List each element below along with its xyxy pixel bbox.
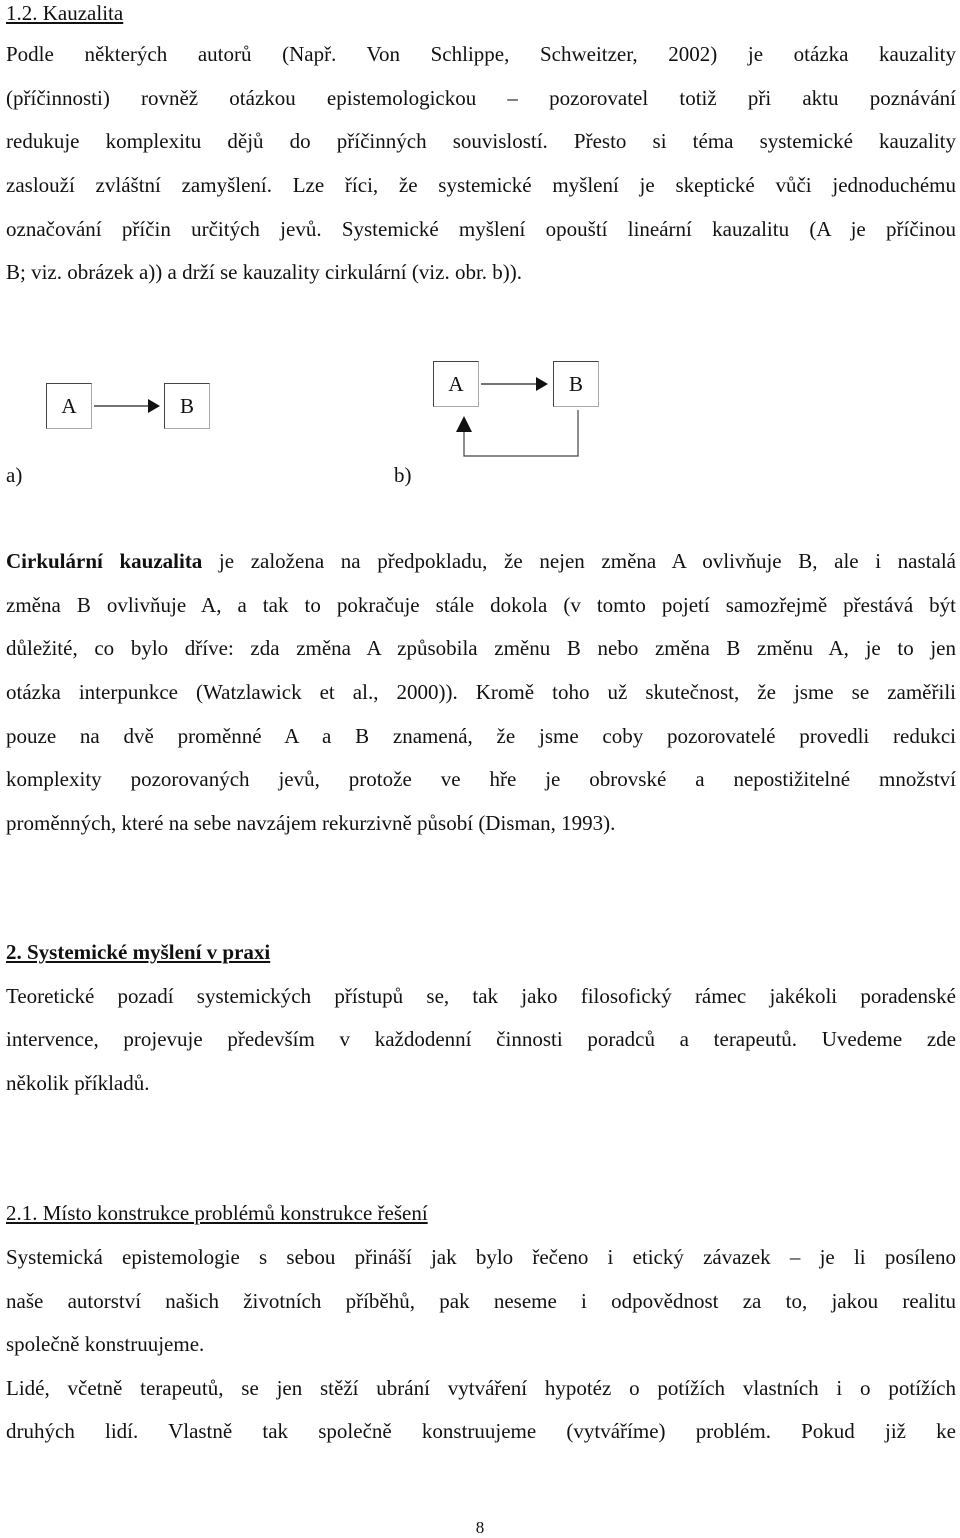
paragraph-line: označování příčin určitých jevů. Systemické myšlení opouští lineární kauzalitu (A je příčinou [6, 217, 956, 241]
section-heading-kauzalita: 1.2. Kauzalita [6, 1, 124, 25]
paragraph-line: Lidé, včetně terapeutů, se jen stěží ubrání vytváření hypotéz o potížích vlastních i o potížích [6, 1376, 956, 1400]
paragraph-line: důležité, co bylo dříve: zda změna A způsobila změnu B nebo změna B změnu A, je to jen [6, 636, 956, 660]
page-number: 8 [475, 1518, 485, 1537]
paragraph-line: společně konstruujeme. [6, 1332, 205, 1356]
paragraph-line: proměnných, které na sebe navzájem rekurzivně působí (Disman, 1993). [6, 811, 616, 835]
paragraph-line-rest: je založena na předpokladu, že nejen změna A ovlivňuje B, ale i nastalá [202, 549, 956, 573]
circular-arrow-return-head [456, 416, 472, 432]
section-heading-solution-construction: 2.1. Místo konstrukce problémů konstrukce řešení [6, 1201, 428, 1225]
paragraph-line [6, 548, 956, 574]
paragraph-line: několik příkladů. [6, 1071, 150, 1095]
diagram-label-a: a) [6, 463, 23, 487]
paragraph-line: změna B ovlivňuje A, a tak to pokračuje stále dokola (v tomto pojetí samozřejmě přestává být [6, 593, 956, 617]
diagram-a-box-b: B [164, 383, 210, 429]
section-heading-systemic-practice: 2. Systemické myšlení v praxi [6, 940, 271, 964]
paragraph-line: Teoretické pozadí systemických přístupů se, tak jako filosofický rámec jakékoli poradenské [6, 984, 956, 1008]
circular-arrow-top-head [536, 377, 548, 391]
diagram-label-b: b) [394, 463, 412, 487]
diagram-a-box-a: A [46, 383, 92, 429]
diagram-b-box-b: B [553, 361, 599, 407]
paragraph-line: zaslouží zvláštní zamyšlení. Lze říci, že systemické myšlení je skeptické vůči jednoduchému [6, 173, 956, 197]
paragraph-line: komplexity pozorovaných jevů, protože ve hře je obrovské a nepostižitelné množství [6, 767, 956, 791]
paragraph-line: Systemická epistemologie s sebou přináší jak bylo řečeno i etický závazek – je li posíleno [6, 1245, 956, 1269]
circular-arrow-return-line [464, 410, 578, 456]
paragraph-line: intervence, projevuje především v každodenní činnosti poradců a terapeutů. Uvedeme zde [6, 1027, 956, 1051]
paragraph-line: druhých lidí. Vlastně tak společně konstruujeme (vytváříme) problém. Pokud již ke [6, 1419, 956, 1443]
paragraph-line: otázka interpunkce (Watzlawick et al., 2000)). Kromě toho už skutečnost, že jsme se zaměřili [6, 680, 956, 704]
paragraph-line: naše autorství našich životních příběhů, pak neseme i odpovědnost za to, jakou realitu [6, 1289, 956, 1313]
linear-arrow-head [148, 399, 160, 413]
term-circular-causality: Cirkulární kauzalita [6, 549, 203, 573]
paragraph-line: Podle některých autorů (Např. Von Schlippe, Schweitzer, 2002) je otázka kauzality [6, 42, 956, 66]
diagram-b-box-a: A [433, 361, 479, 407]
paragraph-line: B; viz. obrázek a)) a drží se kauzality cirkulární (viz. obr. b)). [6, 260, 523, 284]
paragraph-line: pouze na dvě proměnné A a B znamená, že jsme coby pozorovatelé provedli redukci [6, 724, 956, 748]
diagram-arrows [0, 0, 960, 520]
paragraph-line: (příčinnosti) rovněž otázkou epistemologickou – pozorovatel totiž při aktu poznávání [6, 86, 956, 110]
paragraph-line: redukuje komplexitu dějů do příčinných souvislostí. Přesto si téma systemické kauzality [6, 129, 956, 153]
